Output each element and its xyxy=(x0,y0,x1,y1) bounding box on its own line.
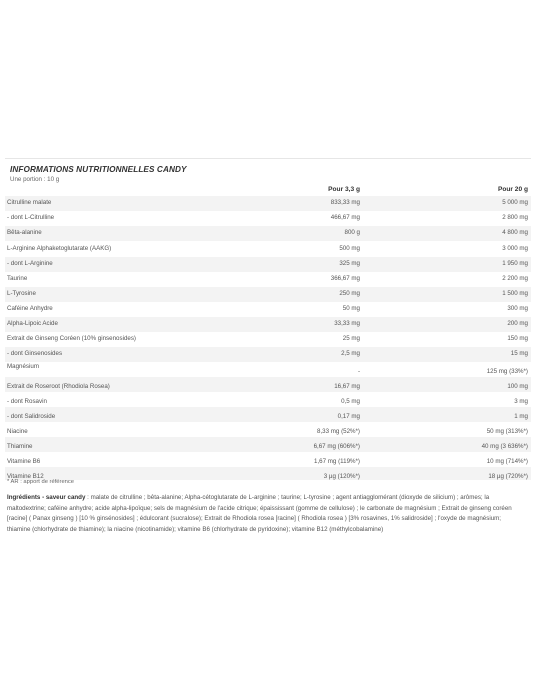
nutrient-name: Vitamine B12 xyxy=(7,473,44,480)
value-3g: 800 g xyxy=(344,229,360,236)
table-row xyxy=(5,392,531,407)
table-row xyxy=(5,467,531,480)
value-3g: 466,67 mg xyxy=(330,214,360,221)
value-3g: 833,33 mg xyxy=(330,199,360,206)
table-row xyxy=(5,302,531,317)
nutrient-name: - dont Salidroside xyxy=(7,413,56,420)
column-header-20g: Pour 20 g xyxy=(497,186,528,193)
reference-footnote: * AR : apport de référence xyxy=(7,479,75,485)
table-title: INFORMATIONS NUTRITIONNELLES CANDY xyxy=(10,165,187,174)
value-3g: 500 mg xyxy=(339,245,360,252)
value-3g: 250 mg xyxy=(339,290,360,297)
nutrient-name: Bêta-alanine xyxy=(7,229,42,236)
nutrient-name: L-Tyrosine xyxy=(7,290,36,297)
nutrient-name: Citrulline malate xyxy=(7,199,52,206)
value-20g: 18 µg (720%*) xyxy=(488,473,528,480)
value-20g: 1 500 mg xyxy=(502,290,528,297)
nutrient-name: Extrait de Roseroot (Rhodiola Rosea) xyxy=(7,383,110,390)
table-row xyxy=(5,226,531,241)
value-3g: 366,67 mg xyxy=(330,275,360,282)
nutrient-name: Taurine xyxy=(7,275,28,282)
table-row xyxy=(5,422,531,437)
table-row xyxy=(5,272,531,287)
value-20g: 1 mg xyxy=(514,413,528,420)
ingredients-list: : malate de citrulline ; bêta-alanine; Alpha-cétoglutarate de L-arginine ; taurine; L-tyrosine ; agent antiagglomérant (dioxyde de silicium) ; arômes; la maltodextrine; caféine anhydre; acide alpha-lipoïque; sels de magnésium de l'acide citrique; épaississant (gomme de cellulose) ; le carbonate de magnésium ; Extrait de ginseng coréen [racine] ( Panax ginseng ) [10 % ginsénosides] ; édulcorant (sucralose); Extrait de Rhodiola rosea [racine] ( Rhodiola rosea ) [3% rosavines, 1% salidroside] ; l'oxyde de magnésium; thiamine (chlorhydrate de thiamine); la niacine (nicotinamide); vitamine B6 (chlorhydrate de pyridoxine); vitamine B12 (méthylcobalamine) xyxy=(7,494,512,533)
nutrient-name: L-Arginine Alphaketoglutarate (AAKG) xyxy=(7,245,112,252)
nutrient-name: Caféine Anhydre xyxy=(7,305,53,312)
value-3g: 2,5 mg xyxy=(341,350,360,357)
table-row xyxy=(5,317,531,332)
value-20g: 3 mg xyxy=(514,398,528,405)
value-20g: 100 mg xyxy=(507,383,528,390)
ingredients-label: Ingrédients - saveur candy xyxy=(7,494,86,501)
value-3g: 0,5 mg xyxy=(341,398,360,405)
value-3g: 25 mg xyxy=(342,335,360,342)
value-20g: 5 000 mg xyxy=(502,199,528,206)
nutrient-name: Magnésium xyxy=(7,363,39,370)
value-20g: 2 800 mg xyxy=(502,214,528,221)
value-20g: 300 mg xyxy=(507,305,528,312)
table-row xyxy=(5,452,531,467)
nutrition-table xyxy=(5,186,531,480)
value-3g: 325 mg xyxy=(339,260,360,267)
table-row xyxy=(5,437,531,452)
table-row xyxy=(5,242,531,257)
value-3g: 8,33 mg (52%*) xyxy=(317,428,360,435)
table-row xyxy=(5,196,531,211)
table-row xyxy=(5,211,531,226)
value-20g: 1 950 mg xyxy=(502,260,528,267)
value-20g: 3 000 mg xyxy=(502,245,528,252)
value-3g: 0,17 mg xyxy=(337,413,360,420)
nutrient-name: - dont Ginsenosides xyxy=(7,350,63,357)
value-20g: 10 mg (714%*) xyxy=(486,458,528,465)
nutrient-name: - dont L-Citrulline xyxy=(7,214,55,221)
value-20g: 4 800 mg xyxy=(502,229,528,236)
value-20g: 40 mg (3 636%*) xyxy=(481,443,528,450)
table-row xyxy=(5,377,531,392)
value-3g: 50 mg xyxy=(342,305,360,312)
value-3g: 1,67 mg (119%*) xyxy=(314,458,360,465)
value-20g: 50 mg (313%*) xyxy=(486,428,528,435)
value-20g: 150 mg xyxy=(507,335,528,342)
nutrient-name: Thiamine xyxy=(7,443,33,450)
column-header-3g: Pour 3,3 g xyxy=(328,186,360,193)
table-row xyxy=(5,362,531,377)
table-row xyxy=(5,407,531,422)
value-3g: 3 µg (120%*) xyxy=(323,473,360,480)
value-3g: 6,67 mg (606%*) xyxy=(313,443,360,450)
ingredients-text xyxy=(7,493,523,535)
value-3g: 16,67 mg xyxy=(334,383,360,390)
nutrient-name: Alpha-Lipoic Acide xyxy=(7,320,58,327)
nutrient-name: Extrait de Ginseng Coréen (10% ginsenosides) xyxy=(7,335,136,342)
value-20g: 200 mg xyxy=(507,320,528,327)
value-20g: 125 mg (33%*) xyxy=(486,368,528,375)
nutrition-panel xyxy=(5,158,531,183)
table-row xyxy=(5,257,531,272)
value-3g: - xyxy=(357,368,360,375)
value-3g: 33,33 mg xyxy=(334,320,360,327)
nutrient-name: Vitamine B6 xyxy=(7,458,41,465)
table-row xyxy=(5,287,531,302)
portion-size: Une portion : 10 g xyxy=(10,176,60,183)
nutrient-name: - dont L-Arginine xyxy=(7,260,53,267)
nutrient-name: - dont Rosavin xyxy=(7,398,47,405)
nutrient-name: Niacine xyxy=(7,428,28,435)
value-20g: 15 mg xyxy=(510,350,528,357)
value-20g: 2 200 mg xyxy=(502,275,528,282)
table-row xyxy=(5,332,531,347)
table-row xyxy=(5,347,531,362)
